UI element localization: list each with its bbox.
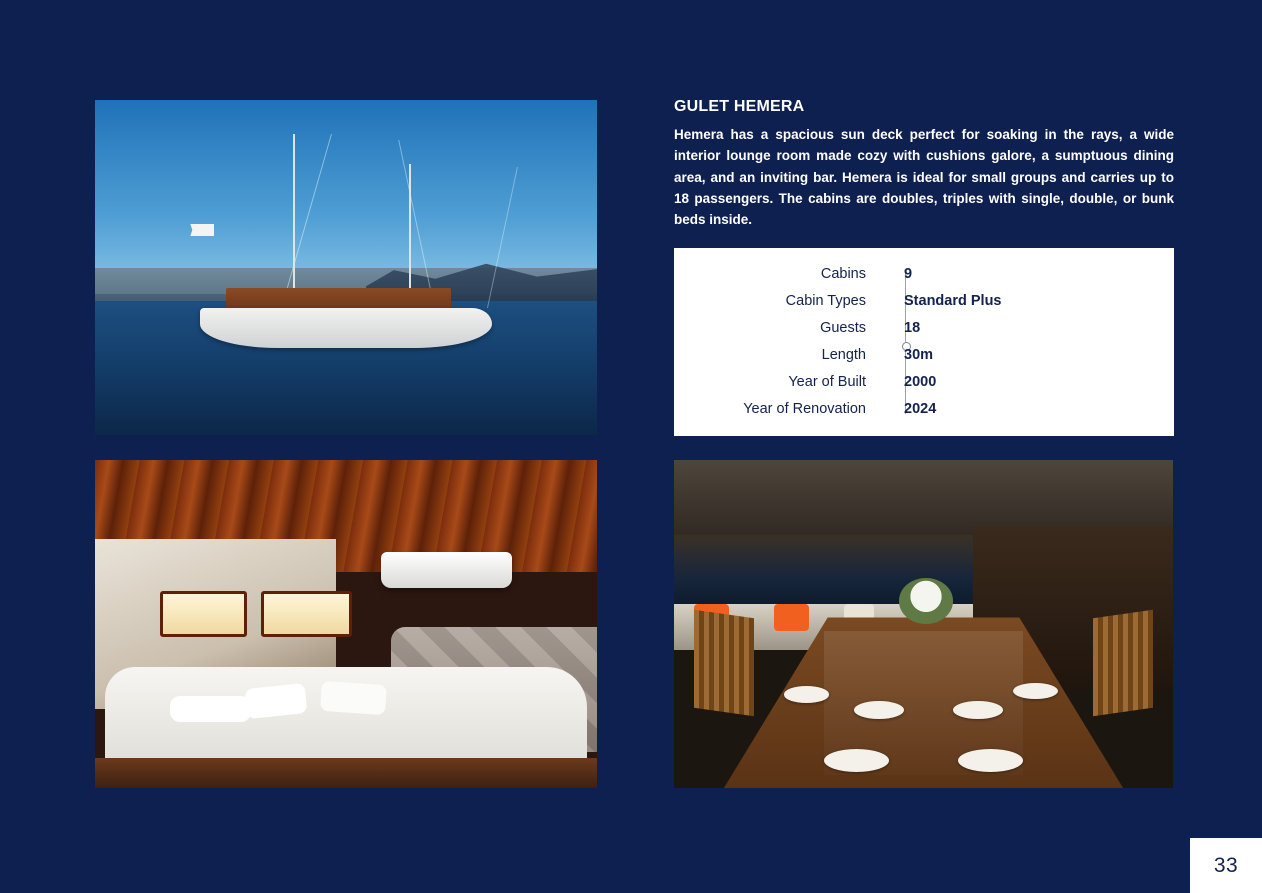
pillow — [320, 681, 387, 715]
table-row — [674, 395, 1174, 422]
spec-label: Cabins — [820, 265, 866, 282]
bed-frame — [95, 758, 597, 788]
rolled-towels — [170, 696, 250, 722]
yacht-exterior-photo — [95, 100, 597, 435]
page-number-box — [1190, 838, 1262, 893]
gulet-description: Hemera has a spacious sun deck perfect for soaking in the rays, a wide interior lounge room made cozy with cushions galore, a sumptuous dining area, and an inviting bar. Hemera is ideal for small groups and carries up to 18 passengers. The cabins are doubles, triples with single, double, or bunk beds inside. — [674, 127, 1174, 228]
spec-value: 9 — [904, 265, 913, 282]
dining-chair — [694, 610, 754, 717]
spec-label: Cabin Types — [785, 292, 866, 309]
spec-rows — [674, 260, 1174, 422]
cabin-interior-photo — [95, 460, 597, 788]
spec-label: Year of Built — [788, 373, 866, 390]
plate — [784, 686, 829, 702]
spec-value: 2024 — [904, 400, 937, 417]
mast — [409, 164, 411, 308]
dining-area-photo — [674, 460, 1173, 788]
spec-label: Year of Renovation — [743, 400, 866, 417]
spec-label: Length — [821, 346, 866, 363]
specifications-table — [674, 248, 1174, 436]
mast — [293, 134, 295, 308]
air-conditioner — [381, 552, 512, 588]
spec-value: 2000 — [904, 373, 937, 390]
flag-icon — [190, 224, 214, 236]
hull — [200, 308, 491, 348]
gulet-info-panel — [674, 98, 1174, 231]
cushion — [774, 604, 809, 630]
page-title: GULET HEMERA — [674, 98, 805, 115]
cabin-window — [261, 591, 352, 636]
table-row — [674, 341, 1174, 368]
table-row — [674, 287, 1174, 314]
plate — [854, 701, 904, 719]
page-number: 33 — [1213, 853, 1239, 877]
spec-value: Standard Plus — [904, 292, 1002, 309]
table-row — [674, 260, 1174, 287]
table-row — [674, 368, 1174, 395]
dining-chair — [1093, 610, 1153, 717]
spec-value: 18 — [904, 319, 921, 336]
plate — [958, 749, 1023, 772]
plate — [824, 749, 889, 772]
table-row — [674, 314, 1174, 341]
spec-label: Guests — [820, 319, 866, 336]
spec-value: 30m — [904, 346, 934, 363]
flower-bouquet — [899, 578, 954, 624]
cabin-window — [160, 591, 246, 636]
